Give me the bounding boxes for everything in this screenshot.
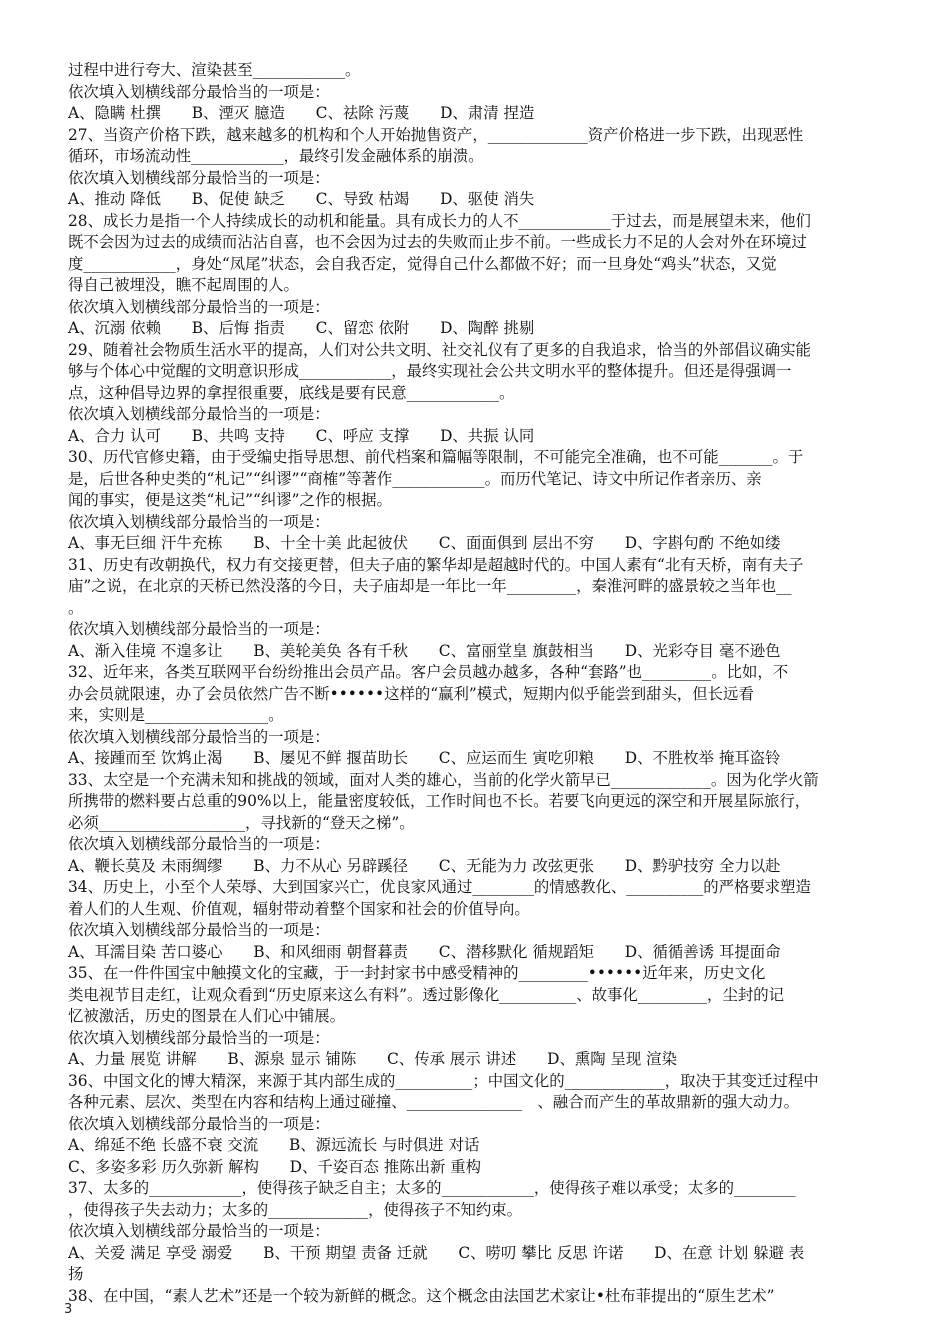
text-line: 32、近年来，各类互联网平台纷纷推出会员产品。客户会员越办越多，各种“套路”也_________。比如，不 [68,663,789,681]
text-line: 依次填入划横线部分最恰当的一项是： [68,1028,330,1047]
text-line: 37、太多的____________，使得孩子缺乏自主；太多的____________，使得孩子难以承受；太多的________ [68,1179,796,1197]
text-line: 来，实则是________________。 [68,706,284,724]
text-line: A、隐瞒 杜撰 B、湮灭 臆造 C、祛除 污蔑 D、肃清 捏造 [68,104,535,122]
text-line: 36、中国文化的博大精深，来源于其内部生成的__________；中国文化的_____________，取决于其变迁过程中 [68,1071,819,1090]
text-line: 34、历史上，小至个人荣辱、大到国家兴亡，优良家风通过________的情感教化、__________的严格要求塑造 [68,878,811,896]
text-line: 依次填入划横线部分最恰当的一项是： [68,727,330,746]
text-line: 办会员就限速，办了会员依然广告不断••••••这样的“赢利”模式，短期内似乎能尝到甜头，但长远看 [68,684,754,703]
text-line: 依次填入划横线部分最恰当的一项是： [68,921,330,939]
text-line: A、接踵而至 饮鸩止渴 B、屡见不鲜 揠苗助长 C、应运而生 寅吃卯粮 D、不胜枚举 掩耳盗铃 [68,749,781,767]
text-line: 31、历史有改朝换代，权力有交接更替，但夫子庙的繁华却是超越时代的。中国人素有“北有天桥，南有夫子 [68,555,804,574]
text-line: 依次填入划横线部分最恰当的一项是： [68,168,330,187]
text-line: 33、太空是一个充满未知和挑战的领域，面对人类的雄心，当前的化学火箭早已_____________。因为化学火箭 [68,770,819,789]
text-line: 28、成长力是指一个人持续成长的动机和能量。具有成长力的人不____________于过去，而是展望未来，他们 [68,211,811,230]
text-line: 依次填入划横线部分最恰当的一项是： [68,82,330,101]
text-line: 各种元素、层次、类型在内容和结构上通过碰撞、_______________ 、融合而产生的革故鼎新的强大动力。 [68,1093,800,1111]
text-line: A、耳濡目染 苦口婆心 B、和风细雨 朝督暮责 C、潜移默化 循规蹈矩 D、循循善诱 耳提面命 [68,942,781,961]
page-number: 3 [64,1302,73,1317]
text-line: 忆被激活，历史的图景在人们心中铺展。 [68,1007,346,1025]
text-line: 依次填入划横线部分最恰当的一项是： [68,512,330,531]
text-line: 依次填入划横线部分最恰当的一项是： [68,297,330,316]
text-line: ，使得孩子失去动力；太多的_____________，使得孩子不知约束。 [68,1200,523,1219]
text-line: 庙”之说，在北京的天桥已然没落的今日，夫子庙却是一年比一年_________，秦淮河畔的盛景较之当年也__ [68,577,792,595]
text-line: 依次填入划横线部分最恰当的一项是： [68,405,330,423]
text-line: 。 [68,598,84,617]
text-line: 必须___________________，寻找新的“登天之梯”。 [68,813,415,832]
text-line: 得自己被埋没，瞧不起周围的人。 [68,276,299,294]
text-line: 过程中进行夸大、渲染甚至____________。 [68,61,361,79]
text-line: 35、在一件件国宝中触摸文化的宝藏，于一封封家书中感受精神的_________••••••近年来，历史文化 [68,964,766,982]
text-line: A、力量 展览 讲解 B、源泉 显示 铺陈 C、传承 展示 讲述 D、熏陶 呈现 渲染 [68,1050,677,1068]
text-line: 点，这种倡导边界的拿捏很重要，底线是要有民意____________。 [68,383,515,402]
text-line: 扬 [68,1265,84,1283]
text-line: 闻的事实，便是这类“札记”“纠谬”之作的根据。 [68,491,392,509]
text-line: 度____________，身处“凤尾”状态，会自我否定，觉得自己什么都做不好；而一旦身处“鸡头”状态，又觉 [68,254,777,273]
text-line: 够与个体心中觉醒的文明意识形成____________，最终实现社会公共文明水平的整体提升。但还是得强调一 [68,362,792,380]
text-line: 依次填入划横线部分最恰当的一项是： [68,835,330,853]
text-line: A、绵延不绝 长盛不衰 交流 B、源远流长 与时俱进 对话 [68,1136,480,1154]
text-line: 既不会因为过去的成绩而沾沾自喜，也不会因为过去的失败而止步不前。一些成长力不足的人会对外在环境过 [68,233,807,251]
text-line: 依次填入划横线部分最恰当的一项是： [68,1114,330,1133]
text-line: 30、历代官修史籍，由于受编史指导思想、前代档案和篇幅等限制，不可能完全准确，也不可能_______。于 [68,448,804,466]
text-line: C、多姿多彩 历久弥新 解构 D、千姿百态 推陈出新 重构 [68,1157,482,1176]
text-line: 所携带的燃料要占总重的90%以上，能量密度较低，工作时间也不长。若要飞向更远的深空和开展星际旅行， [68,792,811,810]
text-line: A、沉溺 依赖 B、后悔 指责 C、留恋 依附 D、陶醉 挑剔 [68,319,535,337]
text-line: 27、当资产价格下跌，越来越多的机构和个人开始抛售资产，_____________资产价格进一步下跌，出现恶性 [68,125,804,144]
text-line: 依次填入划横线部分最恰当的一项是： [68,1222,330,1240]
text-line: A、合力 认可 B、共鸣 支持 C、呼应 支撑 D、共振 认同 [68,426,535,445]
text-line: 29、随着社会物质生活水平的提高，人们对公共文明、社交礼仪有了更多的自我追求，恰当的外部倡议确实能 [68,340,811,359]
text-line: 循环，市场流动性____________，最终引发金融体系的崩溃。 [68,147,484,165]
text-line: 38、在中国，“素人艺术”还是一个较为新鲜的概念。这个概念由法国艺术家让•杜布菲提出的“原生艺术” [68,1286,775,1305]
text-line: 着人们的人生观、价值观，辐射带动着整个国家和社会的价值导向。 [68,899,530,918]
text-line: A、事无巨细 汗牛充栋 B、十全十美 此起彼伏 C、面面俱到 层出不穷 D、字斟句酌 不绝如缕 [68,534,781,552]
document-page [68,60,883,1307]
text-line: 是，后世各种史类的“札记”“纠谬”“商榷”等著作____________。而历代笔记、诗文中所记作者亲历、亲 [68,469,762,488]
text-line: A、关爱 满足 享受 溺爱 B、干预 期望 责备 迁就 C、唠叨 攀比 反思 许诺 D、在意 计划 躲避 表 [68,1243,805,1262]
text-line: A、鞭长莫及 未雨绸缪 B、力不从心 另辟蹊径 C、无能为力 改弦更张 D、黔驴技穷 全力以赴 [68,856,781,875]
text-line: A、推动 降低 B、促使 缺乏 C、导致 枯竭 D、驱使 消失 [68,190,535,208]
text-line: A、渐入佳境 不遑多让 B、美轮美奂 各有千秋 C、富丽堂皇 旗鼓相当 D、光彩夺目 毫不逊色 [68,641,781,660]
text-line: 类电视节目走红，让观众看到“历史原来这么有料”。透过影像化__________、故事化_________，尘封的记 [68,985,785,1004]
text-line: 依次填入划横线部分最恰当的一项是： [68,620,330,638]
